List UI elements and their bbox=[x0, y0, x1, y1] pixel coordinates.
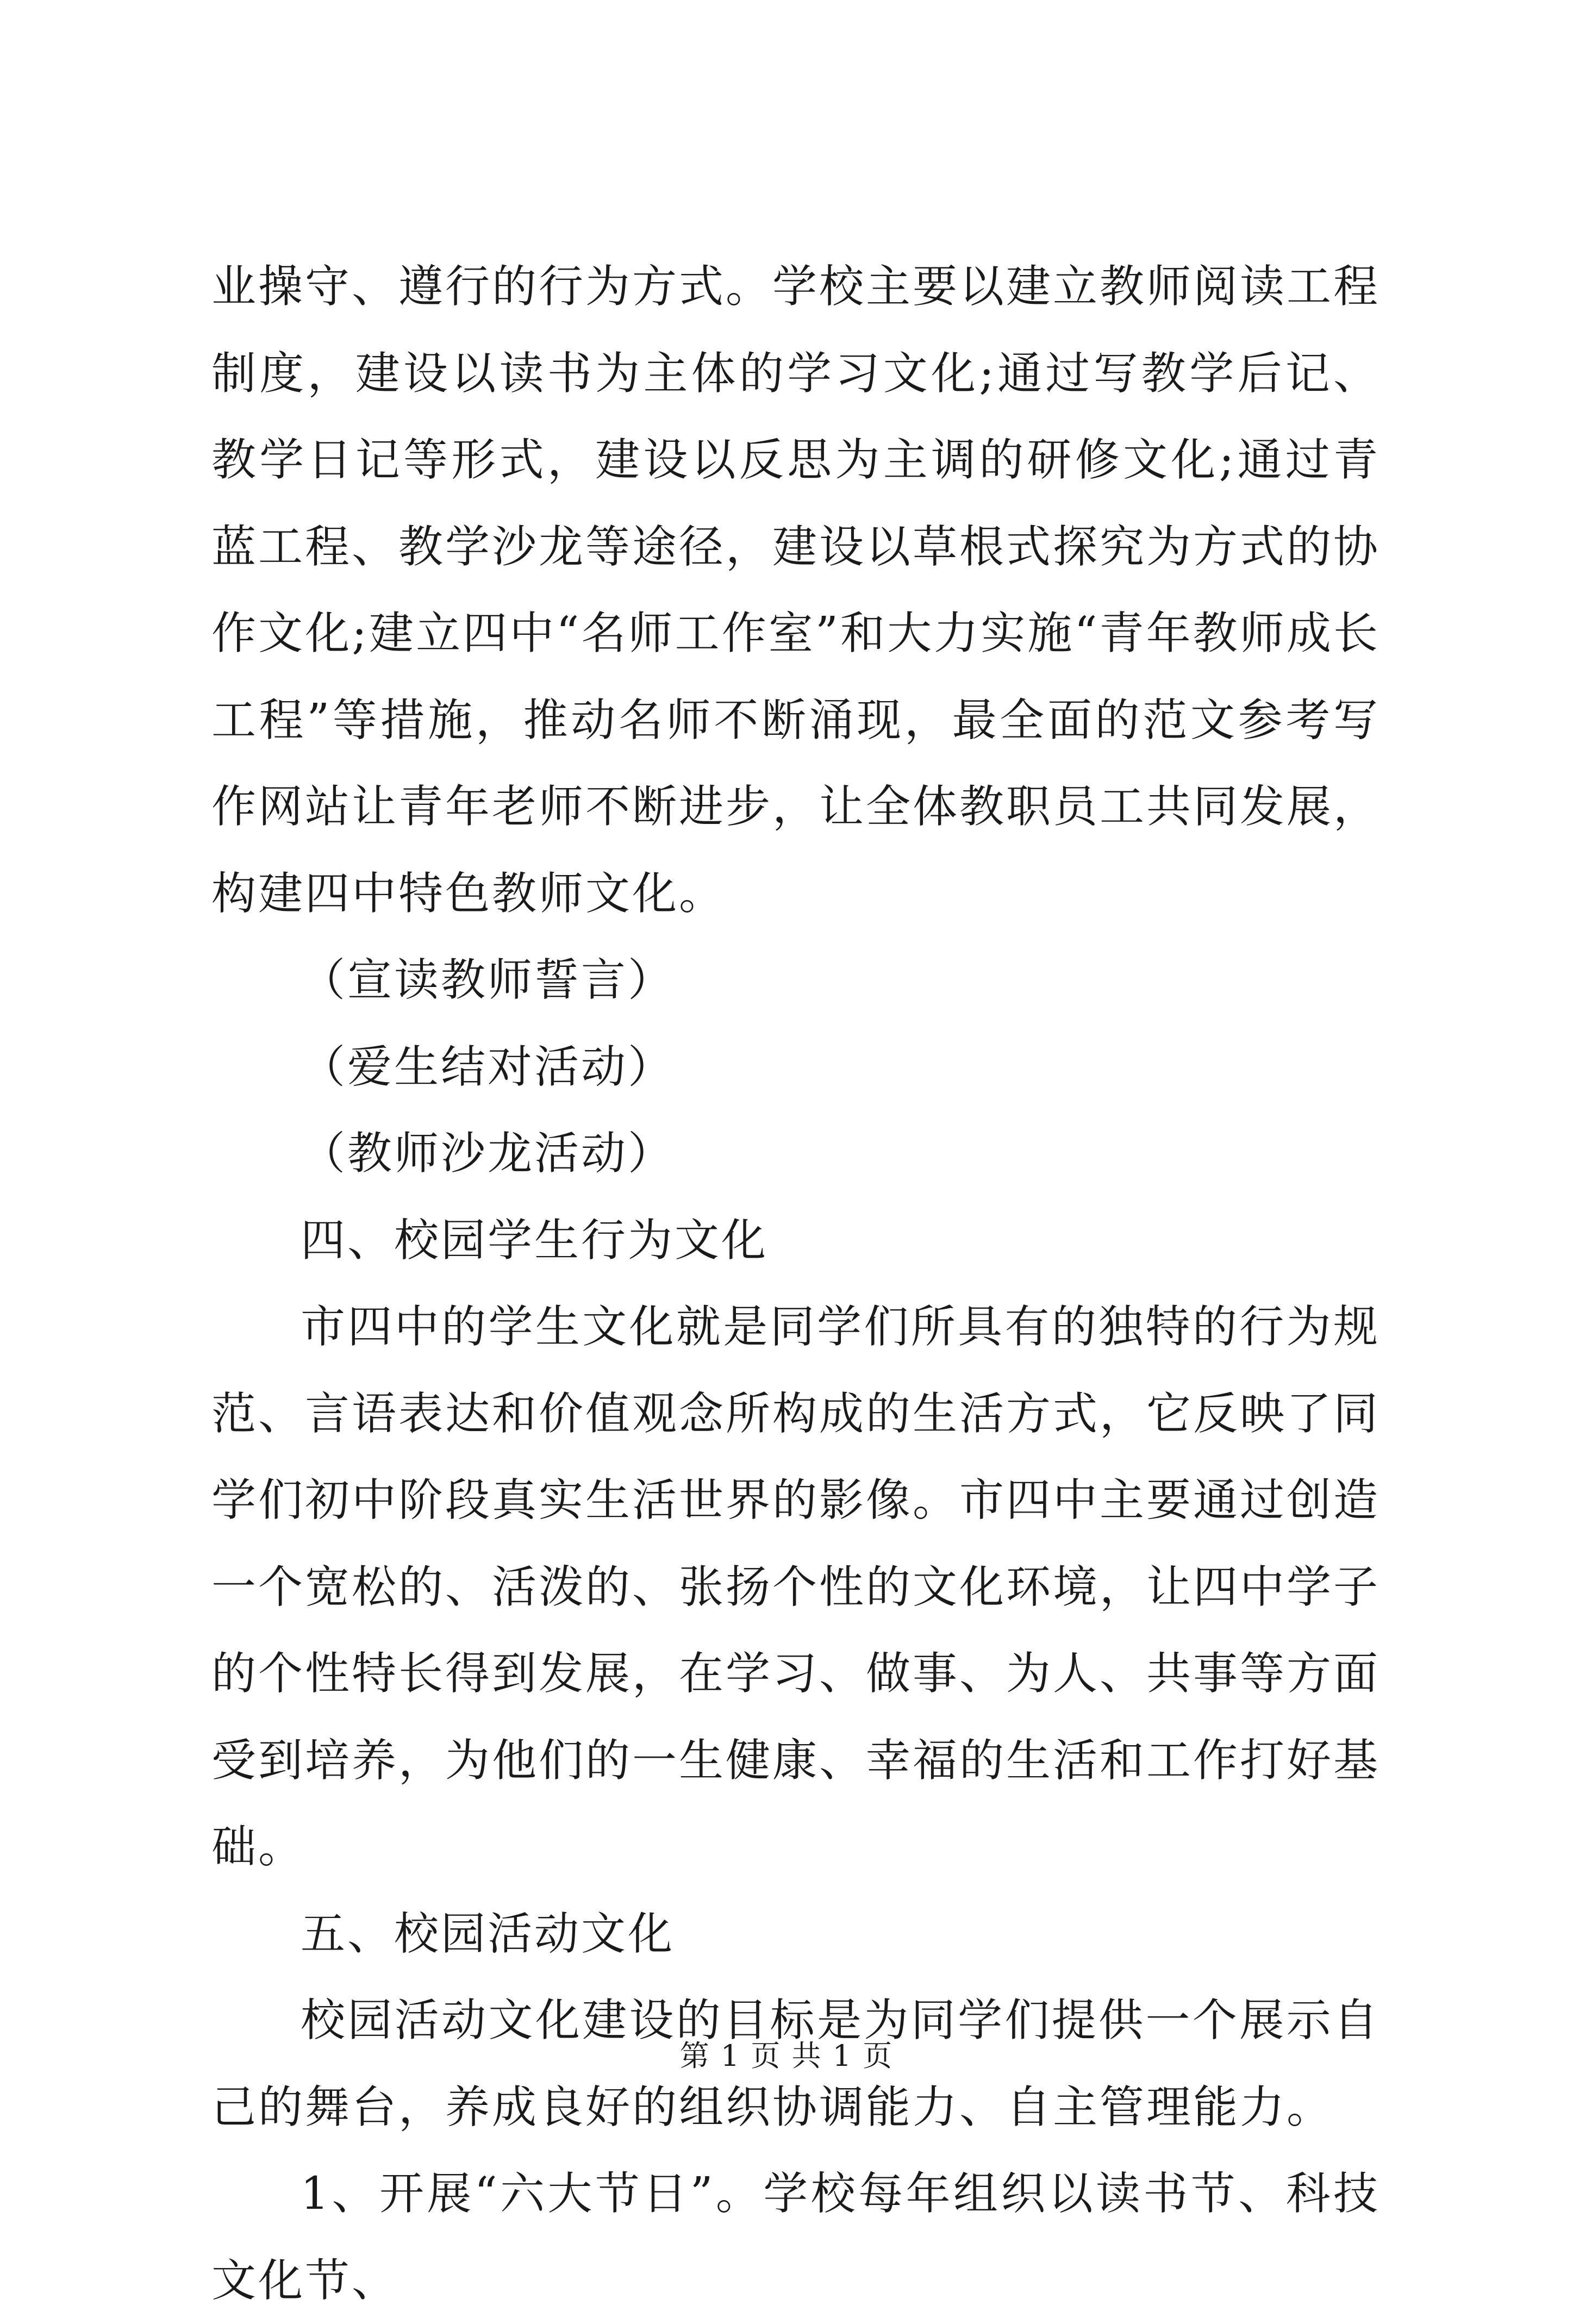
paragraph-pairing-activity: （爱生结对活动） bbox=[301, 1041, 675, 1093]
paragraph-activity-culture: 校园活动文化建设的目标是为同学们提供一个展示自己的舞台，养成良好的组织协调能力、自主管理能力。 bbox=[211, 1995, 1380, 2133]
paragraph-salon-activity: （教师沙龙活动） bbox=[301, 1128, 675, 1179]
page-footer: 第 1 页 共 1 页 bbox=[679, 2039, 894, 2073]
paragraph-six-festivals: 1、开展“六大节日”。学校每年组织以读书节、科技文化节、 bbox=[211, 2168, 1380, 2307]
paragraph-teacher-culture: 业操守、遵行的行为方式。学校主要以建立教师阅读工程制度，建设以读书为主体的学习文化;通过写教学后记、教学日记等形式，建设以反思为主调的研修文化;通过青蓝工程、教学沙龙等途径，建设以草根式探究为方式的协作文化;建立四中“名师工作室”和大力实施“青年教师成长工程”等措施，推动名师不断涌现，最全面的范文参考写作网站让青年老师不断进步，让全体教职员工共同发展，构建四中特色教师文化。 bbox=[211, 261, 1381, 920]
paragraph-student-culture: 市四中的学生文化就是同学们所具有的独特的行为规范、言语表达和价值观念所构成的生活方式，它反映了同学们初中阶段真实生活世界的影像。市四中主要通过创造一个宽松的、活泼的、张扬个性的文化环境，让四中学子的个性特长得到发展，在学习、做事、为人、共事等方面受到培养，为他们的一生健康、幸福的生活和工作打好基础。 bbox=[211, 1301, 1381, 1873]
section-heading-student-culture: 四、校园学生行为文化 bbox=[301, 1214, 769, 1266]
section-heading-activity-culture: 五、校园活动文化 bbox=[301, 1908, 675, 1960]
document-body bbox=[211, 243, 1380, 2324]
paragraph-oath: （宣读教师誓言） bbox=[301, 954, 675, 1006]
